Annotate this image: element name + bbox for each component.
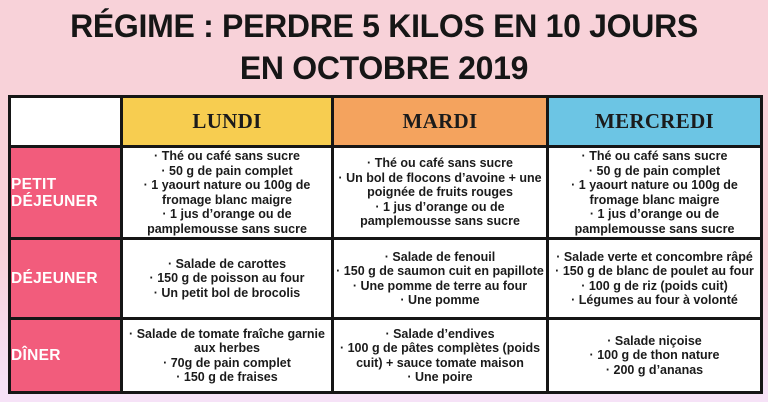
cell-diner-mardi — [333, 319, 548, 393]
menu-item: · 50 g de pain complet — [549, 164, 760, 179]
menu-item: · Salade niçoise — [549, 334, 760, 349]
table-header-row — [10, 97, 762, 147]
menu-item: · Salade d’endives — [334, 327, 546, 342]
page-title-line1: RÉGIME : PERDRE 5 KILOS EN 10 JOURS — [70, 8, 698, 44]
menu-item: · Un bol de flocons d’avoine + une poignée de fruits rouges — [334, 171, 546, 200]
cell-dejeuner-mardi — [333, 239, 548, 319]
column-header-lundi: LUNDI — [122, 97, 333, 147]
menu-item: · 1 jus d’orange ou de pamplemousse sans sucre — [549, 207, 760, 236]
menu-item: · 150 g de blanc de poulet au four — [549, 264, 760, 279]
cell-diner-lundi — [122, 319, 333, 393]
menu-item: · 200 g d’ananas — [549, 363, 760, 378]
page-title-line2: EN OCTOBRE 2019 — [239, 50, 529, 86]
meal-plan-table — [8, 95, 763, 394]
cell-petit-dejeuner-lundi — [122, 147, 333, 239]
menu-item: · Thé ou café sans sucre — [123, 149, 331, 164]
menu-item: · 150 g de fraises — [123, 370, 331, 385]
menu-item: · 1 yaourt nature ou 100g de fromage blanc maigre — [123, 178, 331, 207]
menu-item: · Une pomme de terre au four — [334, 279, 546, 294]
menu-item: · 1 yaourt nature ou 100g de fromage blanc maigre — [549, 178, 760, 207]
menu-item: · 150 g de poisson au four — [123, 271, 331, 286]
row-header-diner: DÎNER — [10, 319, 122, 393]
menu-item: · Salade de tomate fraîche garnie aux herbes — [123, 327, 331, 356]
menu-item: · 1 jus d’orange ou de pamplemousse sans sucre — [123, 207, 331, 236]
table-row-diner — [10, 319, 762, 393]
menu-item: · 50 g de pain complet — [123, 164, 331, 179]
menu-item: · Thé ou café sans sucre — [549, 149, 760, 164]
menu-item: · Une poire — [334, 370, 546, 385]
cell-diner-mercredi — [548, 319, 762, 393]
page-title — [0, 0, 768, 95]
table-row-dejeuner — [10, 239, 762, 319]
row-header-petit-dejeuner: PETIT DÉJEUNER — [10, 147, 122, 239]
menu-item: · Une pomme — [334, 293, 546, 308]
menu-item: · Thé ou café sans sucre — [334, 156, 546, 171]
cell-petit-dejeuner-mercredi — [548, 147, 762, 239]
menu-item: · 1 jus d’orange ou de pamplemousse sans sucre — [334, 200, 546, 229]
menu-item: · 100 g de riz (poids cuit) — [549, 279, 760, 294]
menu-item: · Légumes au four à volonté — [549, 293, 760, 308]
menu-item: · Un petit bol de brocolis — [123, 286, 331, 301]
cell-dejeuner-lundi — [122, 239, 333, 319]
cell-petit-dejeuner-mardi — [333, 147, 548, 239]
corner-cell — [10, 97, 122, 147]
menu-item: · 100 g de thon nature — [549, 348, 760, 363]
menu-item: · Salade verte et concombre râpé — [549, 250, 760, 265]
cell-dejeuner-mercredi — [548, 239, 762, 319]
row-header-dejeuner: DÉJEUNER — [10, 239, 122, 319]
menu-item: · 100 g de pâtes complètes (poids cuit) + sauce tomate maison — [334, 341, 546, 370]
menu-item: · Salade de fenouil — [334, 250, 546, 265]
menu-item: · Salade de carottes — [123, 257, 331, 272]
menu-item: · 70g de pain complet — [123, 356, 331, 371]
table-row-petit-dejeuner — [10, 147, 762, 239]
column-header-mardi: MARDI — [333, 97, 548, 147]
column-header-mercredi: MERCREDI — [548, 97, 762, 147]
menu-item: · 150 g de saumon cuit en papillote — [334, 264, 546, 279]
